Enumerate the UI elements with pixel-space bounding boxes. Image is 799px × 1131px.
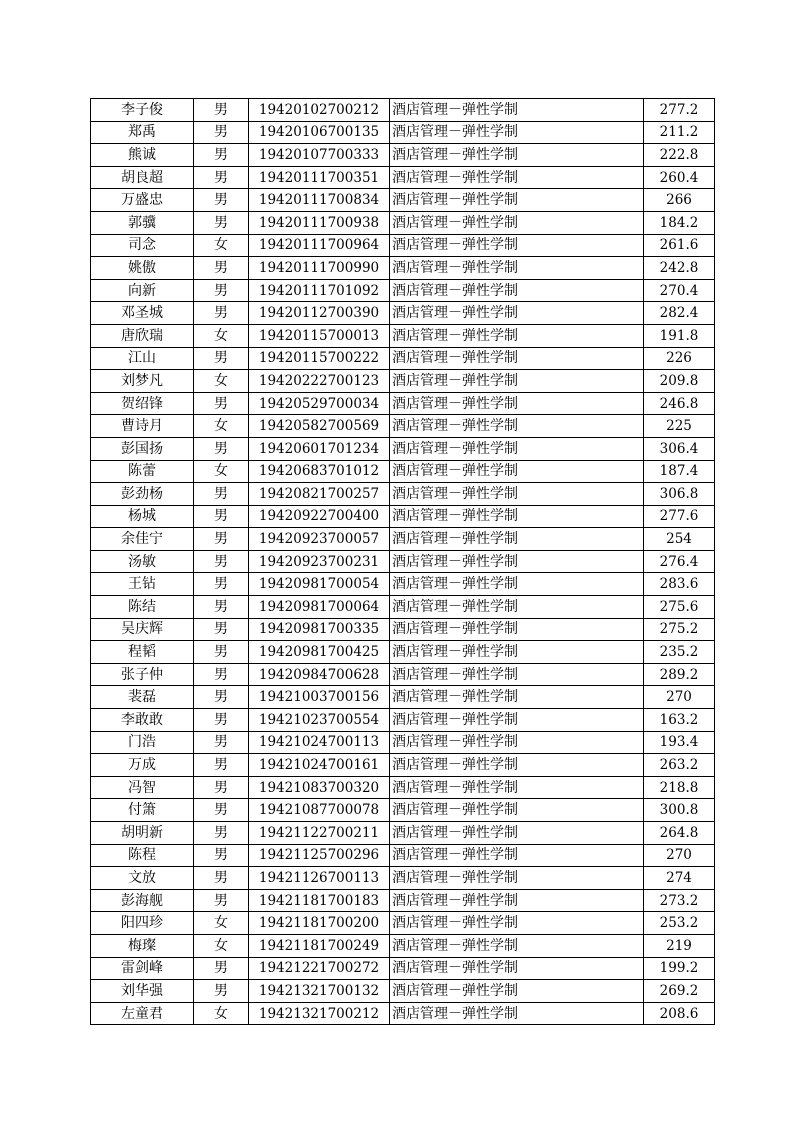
score-cell: 266	[644, 189, 715, 212]
score-cell: 246.8	[644, 392, 715, 415]
gender-cell: 女	[194, 460, 249, 483]
score-table-body	[91, 99, 715, 1025]
student-id-cell: 19421181700183	[249, 889, 390, 912]
table-row	[91, 550, 715, 573]
score-cell: 306.4	[644, 437, 715, 460]
major-cell: 酒店管理－弹性学制	[390, 934, 644, 957]
name-cell: 张子仲	[91, 663, 194, 686]
name-cell: 余佳宁	[91, 528, 194, 551]
name-cell: 司念	[91, 234, 194, 257]
score-cell: 191.8	[644, 324, 715, 347]
student-id-cell: 19421003700156	[249, 686, 390, 709]
major-cell: 酒店管理－弹性学制	[390, 528, 644, 551]
student-id-cell: 19421181700249	[249, 934, 390, 957]
student-id-cell: 19420601701234	[249, 437, 390, 460]
major-cell: 酒店管理－弹性学制	[390, 957, 644, 980]
table-row	[91, 302, 715, 325]
name-cell: 万成	[91, 754, 194, 777]
student-id-cell: 19420529700034	[249, 392, 390, 415]
name-cell: 付箫	[91, 799, 194, 822]
table-row	[91, 257, 715, 280]
name-cell: 文放	[91, 867, 194, 890]
major-cell: 酒店管理－弹性学制	[390, 754, 644, 777]
table-row	[91, 483, 715, 506]
score-cell: 163.2	[644, 709, 715, 732]
gender-cell: 女	[194, 324, 249, 347]
table-row	[91, 370, 715, 393]
student-id-cell: 19420984700628	[249, 663, 390, 686]
major-cell: 酒店管理－弹性学制	[390, 347, 644, 370]
table-row	[91, 279, 715, 302]
name-cell: 贺绍锋	[91, 392, 194, 415]
score-cell: 242.8	[644, 257, 715, 280]
score-cell: 208.6	[644, 1002, 715, 1025]
table-row	[91, 437, 715, 460]
table-row	[91, 415, 715, 438]
student-id-cell: 19420981700064	[249, 596, 390, 619]
student-id-cell: 19420222700123	[249, 370, 390, 393]
gender-cell: 男	[194, 302, 249, 325]
table-row	[91, 528, 715, 551]
table-row	[91, 144, 715, 167]
major-cell: 酒店管理－弹性学制	[390, 483, 644, 506]
gender-cell: 男	[194, 686, 249, 709]
major-cell: 酒店管理－弹性学制	[390, 686, 644, 709]
gender-cell: 男	[194, 144, 249, 167]
student-id-cell: 19421125700296	[249, 844, 390, 867]
name-cell: 梅璨	[91, 934, 194, 957]
table-row	[91, 618, 715, 641]
score-cell: 270.4	[644, 279, 715, 302]
major-cell: 酒店管理－弹性学制	[390, 596, 644, 619]
major-cell: 酒店管理－弹性学制	[390, 437, 644, 460]
major-cell: 酒店管理－弹性学制	[390, 460, 644, 483]
table-row	[91, 822, 715, 845]
name-cell: 彭劲杨	[91, 483, 194, 506]
student-id-cell: 19421087700078	[249, 799, 390, 822]
major-cell: 酒店管理－弹性学制	[390, 370, 644, 393]
major-cell: 酒店管理－弹性学制	[390, 505, 644, 528]
gender-cell: 女	[194, 1002, 249, 1025]
table-row	[91, 392, 715, 415]
major-cell: 酒店管理－弹性学制	[390, 980, 644, 1003]
gender-cell: 男	[194, 347, 249, 370]
gender-cell: 男	[194, 189, 249, 212]
table-row	[91, 867, 715, 890]
major-cell: 酒店管理－弹性学制	[390, 279, 644, 302]
student-id-cell: 19420112700390	[249, 302, 390, 325]
gender-cell: 男	[194, 709, 249, 732]
score-cell: 275.6	[644, 596, 715, 619]
name-cell: 邓圣城	[91, 302, 194, 325]
table-row	[91, 324, 715, 347]
score-cell: 211.2	[644, 121, 715, 144]
name-cell: 裴磊	[91, 686, 194, 709]
student-id-cell: 19420106700135	[249, 121, 390, 144]
table-row	[91, 709, 715, 732]
student-id-cell: 19420107700333	[249, 144, 390, 167]
gender-cell: 男	[194, 437, 249, 460]
name-cell: 姚傲	[91, 257, 194, 280]
student-id-cell: 19420923700057	[249, 528, 390, 551]
score-cell: 306.8	[644, 483, 715, 506]
gender-cell: 男	[194, 844, 249, 867]
major-cell: 酒店管理－弹性学制	[390, 573, 644, 596]
major-cell: 酒店管理－弹性学制	[390, 392, 644, 415]
student-id-cell: 19421023700554	[249, 709, 390, 732]
student-id-cell: 19420111700938	[249, 211, 390, 234]
table-row	[91, 980, 715, 1003]
name-cell: 左童君	[91, 1002, 194, 1025]
table-row	[91, 505, 715, 528]
name-cell: 李子俊	[91, 99, 194, 122]
major-cell: 酒店管理－弹性学制	[390, 302, 644, 325]
table-row	[91, 844, 715, 867]
name-cell: 阳四珍	[91, 912, 194, 935]
gender-cell: 男	[194, 957, 249, 980]
name-cell: 冯智	[91, 776, 194, 799]
gender-cell: 男	[194, 279, 249, 302]
major-cell: 酒店管理－弹性学制	[390, 889, 644, 912]
major-cell: 酒店管理－弹性学制	[390, 776, 644, 799]
student-id-cell: 19420683701012	[249, 460, 390, 483]
student-id-cell: 19421126700113	[249, 867, 390, 890]
name-cell: 万盛忠	[91, 189, 194, 212]
score-table	[90, 98, 715, 1025]
gender-cell: 男	[194, 889, 249, 912]
student-id-cell: 19420922700400	[249, 505, 390, 528]
major-cell: 酒店管理－弹性学制	[390, 324, 644, 347]
score-cell: 261.6	[644, 234, 715, 257]
gender-cell: 男	[194, 980, 249, 1003]
name-cell: 汤敏	[91, 550, 194, 573]
gender-cell: 男	[194, 573, 249, 596]
score-cell: 269.2	[644, 980, 715, 1003]
name-cell: 胡良超	[91, 166, 194, 189]
gender-cell: 男	[194, 822, 249, 845]
gender-cell: 男	[194, 731, 249, 754]
name-cell: 刘华强	[91, 980, 194, 1003]
score-cell: 253.2	[644, 912, 715, 935]
name-cell: 门浩	[91, 731, 194, 754]
student-id-cell: 19420102700212	[249, 99, 390, 122]
name-cell: 程韬	[91, 641, 194, 664]
gender-cell: 男	[194, 392, 249, 415]
student-id-cell: 19421321700212	[249, 1002, 390, 1025]
major-cell: 酒店管理－弹性学制	[390, 641, 644, 664]
student-id-cell: 19420111700834	[249, 189, 390, 212]
name-cell: 彭海舰	[91, 889, 194, 912]
student-id-cell: 19420115700013	[249, 324, 390, 347]
name-cell: 雷剑峰	[91, 957, 194, 980]
table-row	[91, 799, 715, 822]
name-cell: 吴庆辉	[91, 618, 194, 641]
score-cell: 263.2	[644, 754, 715, 777]
score-cell: 254	[644, 528, 715, 551]
major-cell: 酒店管理－弹性学制	[390, 799, 644, 822]
gender-cell: 女	[194, 934, 249, 957]
student-id-cell: 19420981700425	[249, 641, 390, 664]
name-cell: 郭骥	[91, 211, 194, 234]
name-cell: 杨城	[91, 505, 194, 528]
score-cell: 193.4	[644, 731, 715, 754]
major-cell: 酒店管理－弹性学制	[390, 189, 644, 212]
score-cell: 222.8	[644, 144, 715, 167]
major-cell: 酒店管理－弹性学制	[390, 415, 644, 438]
student-id-cell: 19420582700569	[249, 415, 390, 438]
gender-cell: 男	[194, 121, 249, 144]
gender-cell: 男	[194, 596, 249, 619]
student-id-cell: 19420923700231	[249, 550, 390, 573]
score-cell: 187.4	[644, 460, 715, 483]
major-cell: 酒店管理－弹性学制	[390, 234, 644, 257]
gender-cell: 女	[194, 912, 249, 935]
student-id-cell: 19420115700222	[249, 347, 390, 370]
score-cell: 184.2	[644, 211, 715, 234]
score-cell: 300.8	[644, 799, 715, 822]
score-cell: 260.4	[644, 166, 715, 189]
name-cell: 彭国扬	[91, 437, 194, 460]
table-row	[91, 211, 715, 234]
student-id-cell: 19421221700272	[249, 957, 390, 980]
table-row	[91, 189, 715, 212]
student-id-cell: 19420981700054	[249, 573, 390, 596]
name-cell: 王钻	[91, 573, 194, 596]
table-row	[91, 166, 715, 189]
gender-cell: 男	[194, 99, 249, 122]
table-row	[91, 889, 715, 912]
table-row	[91, 776, 715, 799]
score-cell: 277.2	[644, 99, 715, 122]
name-cell: 陈结	[91, 596, 194, 619]
score-cell: 273.2	[644, 889, 715, 912]
gender-cell: 女	[194, 370, 249, 393]
table-row	[91, 573, 715, 596]
gender-cell: 男	[194, 505, 249, 528]
gender-cell: 男	[194, 483, 249, 506]
gender-cell: 男	[194, 257, 249, 280]
score-cell: 235.2	[644, 641, 715, 664]
table-row	[91, 460, 715, 483]
gender-cell: 男	[194, 776, 249, 799]
name-cell: 李敢敢	[91, 709, 194, 732]
student-id-cell: 19421321700132	[249, 980, 390, 1003]
name-cell: 郑禹	[91, 121, 194, 144]
major-cell: 酒店管理－弹性学制	[390, 709, 644, 732]
student-id-cell: 19420111700351	[249, 166, 390, 189]
score-cell: 219	[644, 934, 715, 957]
score-cell: 274	[644, 867, 715, 890]
name-cell: 胡明新	[91, 822, 194, 845]
major-cell: 酒店管理－弹性学制	[390, 166, 644, 189]
major-cell: 酒店管理－弹性学制	[390, 867, 644, 890]
major-cell: 酒店管理－弹性学制	[390, 550, 644, 573]
major-cell: 酒店管理－弹性学制	[390, 912, 644, 935]
major-cell: 酒店管理－弹性学制	[390, 618, 644, 641]
major-cell: 酒店管理－弹性学制	[390, 731, 644, 754]
name-cell: 陈蕾	[91, 460, 194, 483]
gender-cell: 男	[194, 528, 249, 551]
score-cell: 276.4	[644, 550, 715, 573]
gender-cell: 男	[194, 754, 249, 777]
table-row	[91, 754, 715, 777]
score-cell: 264.8	[644, 822, 715, 845]
student-id-cell: 19420111701092	[249, 279, 390, 302]
score-cell: 225	[644, 415, 715, 438]
student-id-cell: 19421181700200	[249, 912, 390, 935]
major-cell: 酒店管理－弹性学制	[390, 211, 644, 234]
gender-cell: 女	[194, 415, 249, 438]
table-row	[91, 234, 715, 257]
major-cell: 酒店管理－弹性学制	[390, 144, 644, 167]
score-cell: 283.6	[644, 573, 715, 596]
table-row	[91, 1002, 715, 1025]
table-row	[91, 663, 715, 686]
student-id-cell: 19421024700113	[249, 731, 390, 754]
name-cell: 刘梦凡	[91, 370, 194, 393]
score-cell: 209.8	[644, 370, 715, 393]
major-cell: 酒店管理－弹性学制	[390, 1002, 644, 1025]
table-row	[91, 347, 715, 370]
table-row	[91, 641, 715, 664]
name-cell: 陈程	[91, 844, 194, 867]
student-id-cell: 19420981700335	[249, 618, 390, 641]
name-cell: 江山	[91, 347, 194, 370]
student-id-cell: 19421122700211	[249, 822, 390, 845]
gender-cell: 男	[194, 618, 249, 641]
table-row	[91, 912, 715, 935]
student-id-cell: 19420821700257	[249, 483, 390, 506]
gender-cell: 男	[194, 550, 249, 573]
major-cell: 酒店管理－弹性学制	[390, 844, 644, 867]
name-cell: 熊诚	[91, 144, 194, 167]
gender-cell: 男	[194, 166, 249, 189]
name-cell: 唐欣瑞	[91, 324, 194, 347]
gender-cell: 男	[194, 799, 249, 822]
major-cell: 酒店管理－弹性学制	[390, 257, 644, 280]
major-cell: 酒店管理－弹性学制	[390, 663, 644, 686]
student-id-cell: 19420111700964	[249, 234, 390, 257]
table-row	[91, 934, 715, 957]
student-id-cell: 19420111700990	[249, 257, 390, 280]
table-row	[91, 686, 715, 709]
gender-cell: 男	[194, 641, 249, 664]
name-cell: 向新	[91, 279, 194, 302]
gender-cell: 男	[194, 663, 249, 686]
score-cell: 282.4	[644, 302, 715, 325]
name-cell: 曹诗月	[91, 415, 194, 438]
score-cell: 270	[644, 686, 715, 709]
score-cell: 270	[644, 844, 715, 867]
major-cell: 酒店管理－弹性学制	[390, 822, 644, 845]
score-cell: 289.2	[644, 663, 715, 686]
score-cell: 199.2	[644, 957, 715, 980]
student-id-cell: 19421024700161	[249, 754, 390, 777]
table-row	[91, 99, 715, 122]
table-row	[91, 957, 715, 980]
major-cell: 酒店管理－弹性学制	[390, 99, 644, 122]
score-cell: 275.2	[644, 618, 715, 641]
score-cell: 218.8	[644, 776, 715, 799]
table-row	[91, 596, 715, 619]
gender-cell: 男	[194, 211, 249, 234]
score-cell: 226	[644, 347, 715, 370]
table-row	[91, 731, 715, 754]
student-id-cell: 19421083700320	[249, 776, 390, 799]
gender-cell: 女	[194, 234, 249, 257]
gender-cell: 男	[194, 867, 249, 890]
table-row	[91, 121, 715, 144]
score-cell: 277.6	[644, 505, 715, 528]
major-cell: 酒店管理－弹性学制	[390, 121, 644, 144]
